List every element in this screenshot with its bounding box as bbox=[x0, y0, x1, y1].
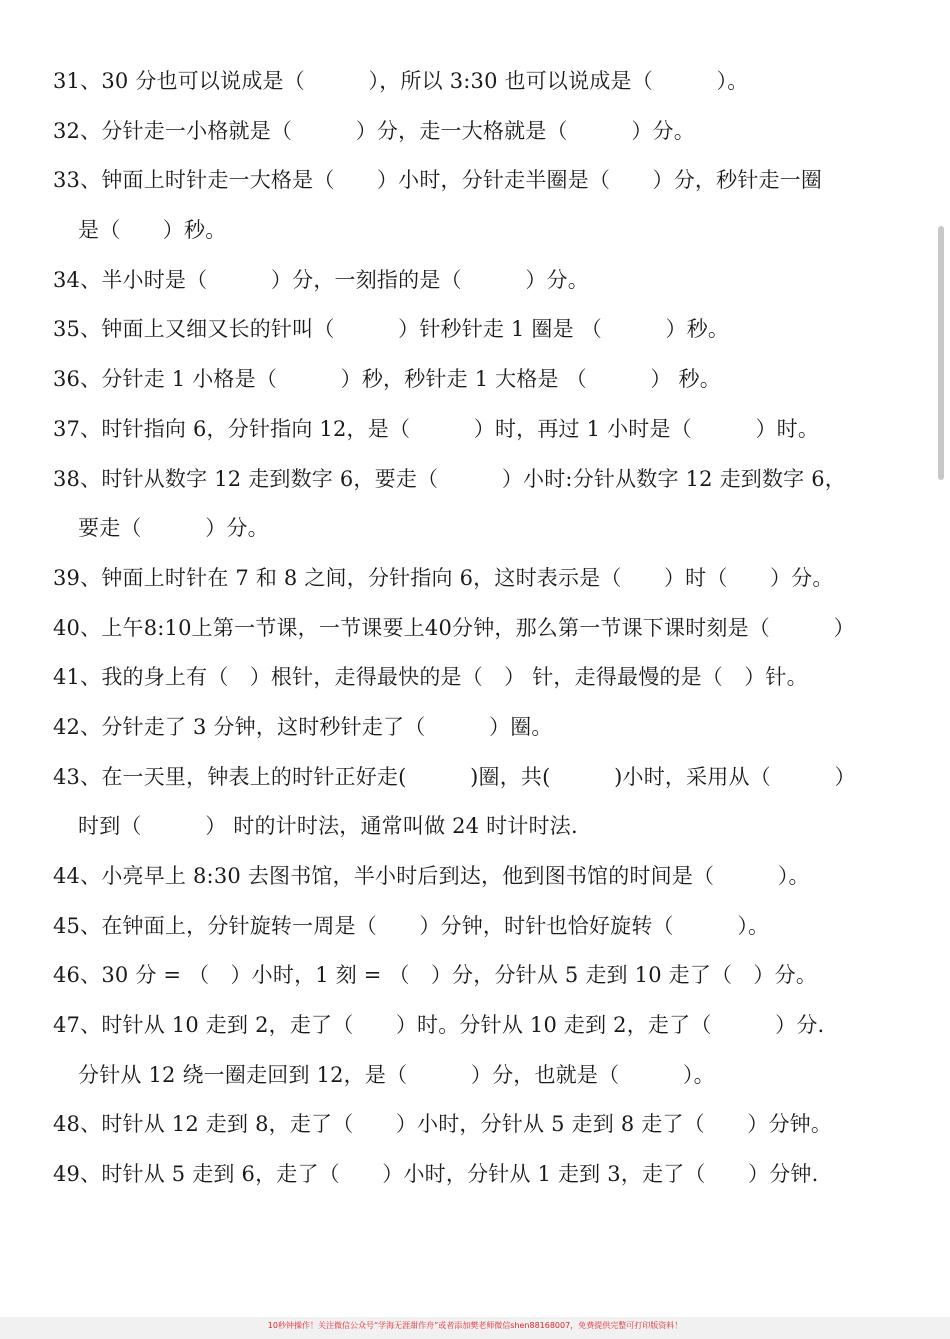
question-49: 49、时针从 5 走到 6，走了（ ）小时，分针从 1 走到 3，走了（ ）分钟. bbox=[53, 1162, 819, 1187]
question-48: 48、时针从 12 走到 8，走了（ ）小时，分针从 5 走到 8 走了（ ）分钟。 bbox=[53, 1112, 833, 1137]
question-42: 42、分针走了 3 分钟，这时秒针走了（ ）圈。 bbox=[53, 714, 553, 739]
question-31: 31、30 分也可以说成是（ ），所以 3:30 也可以说成是（ ）。 bbox=[53, 69, 749, 93]
question-33: 33、钟面上时针走一大格是（ ）小时，分针走半圈是（ ）分，秒针走一圈 bbox=[53, 168, 823, 193]
question-36: 36、分针走 1 小格是（ ）秒，秒针走 1 大格是 （ ） 秒。 bbox=[53, 367, 721, 392]
question-33-continued: 是（ ）秒。 bbox=[78, 218, 227, 243]
question-34: 34、半小时是（ ）分，一刻指的是（ ）分。 bbox=[53, 267, 589, 292]
question-list bbox=[53, 57, 915, 1200]
question-41: 41、我的身上有（ ）根针，走得最快的是（ ） 针，走得最慢的是（ ）针。 bbox=[53, 665, 808, 690]
question-32: 32、分针走一小格就是（ ）分，走一大格就是（ ）分。 bbox=[53, 118, 695, 143]
question-38-continued: 要走（ ）分。 bbox=[78, 516, 269, 541]
question-39: 39、钟面上时针在 7 和 8 之间，分针指向 6，这时表示是（ ）时（ ）分。 bbox=[53, 565, 834, 590]
question-40: 40、上午8:10上第一节课，一节课要上40分钟，那么第一节课下课时刻是（ ） bbox=[53, 615, 855, 640]
vertical-scrollbar[interactable] bbox=[938, 226, 944, 480]
question-43: 43、在一天里，钟表上的时针正好走( )圈，共( )小时，采用从（ ） bbox=[53, 764, 856, 789]
question-35: 35、钟面上又细又长的针叫（ ）针秒针走 1 圈是 （ ）秒。 bbox=[53, 317, 730, 342]
question-37: 37、时针指向 6，分针指向 12，是（ ）时，再过 1 小时是（ ）时。 bbox=[53, 416, 820, 441]
question-38: 38、时针从数字 12 走到数字 6，要走（ ）小时:分针从数字 12 走到数字 6， bbox=[53, 466, 847, 491]
question-47-continued: 分针从 12 绕一圈走回到 12，是（ ）分，也就是（ ）。 bbox=[78, 1062, 715, 1087]
footer-notice: 10秒钟操作！关注微信公众号“学海无涯甜作舟”或者添加樊老师微信shen88168007，免费提供完整可打印版资料！ bbox=[267, 1321, 683, 1330]
question-46: 46、30 分 = （ ）小时，1 刻 = （ ）分，分针从 5 走到 10 走了（ ）分。 bbox=[53, 963, 818, 988]
footer-banner bbox=[0, 1317, 950, 1339]
question-47: 47、时针从 10 走到 2，走了（ ）时。分针从 10 走到 2，走了（ ）分. bbox=[53, 1013, 825, 1038]
question-43-continued: 时到（ ） 时的计时法，通常叫做 24 时计时法. bbox=[78, 814, 578, 839]
question-45: 45、在钟面上，分针旋转一周是（ ）分钟，时针也恰好旋转（ ）。 bbox=[53, 913, 770, 938]
question-44: 44、小亮早上 8:30 去图书馆，半小时后到达，他到图书馆的时间是（ ）。 bbox=[53, 864, 810, 888]
